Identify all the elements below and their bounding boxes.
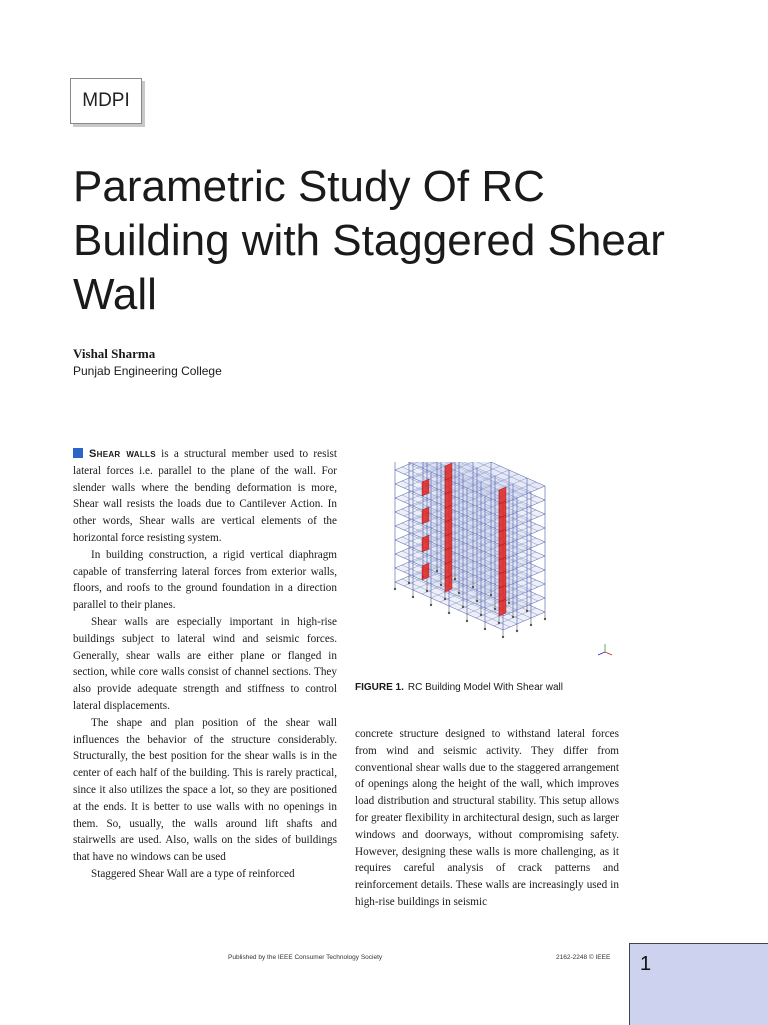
support-node [462, 606, 464, 608]
support-node [498, 622, 500, 624]
shear-wall-panel [422, 479, 429, 496]
support-node [394, 588, 396, 590]
page-number: 1 [640, 953, 652, 975]
body-column-left [73, 446, 337, 883]
support-node [480, 614, 482, 616]
support-node [444, 598, 446, 600]
body-column-right [355, 726, 619, 911]
author-affiliation: Punjab Engineering College [73, 364, 222, 378]
support-node [526, 610, 528, 612]
support-node [448, 612, 450, 614]
support-node [516, 630, 518, 632]
body-paragraph: Shear walls are especially important in high-rise buildings subject to lateral wind and seismic forces. Generally, shear walls are either plane or flanged in section, while core walls consist of channel sections. They also provide adequate strength and stiffness to control lateral displacements. [73, 615, 337, 712]
body-paragraph: The shape and plan position of the shear wall influences the behavior of the structure considerably. Structurally, the best position for the shear walls is in the center of each half of the building. This is rarely practical, since it also utilizes the space a lot, so they are positioned at the ends. It is better to use walls with no openings in them. So, usually, the walls around lift shafts and stairwells are used. Also, walls on the sides of buildings that have no windows can be used [73, 716, 337, 864]
lead-word: Shear walls [89, 448, 156, 460]
shear-wall-panel [422, 563, 429, 580]
support-node [544, 618, 546, 620]
support-node [508, 602, 510, 604]
building-model-image [355, 462, 619, 664]
support-node [454, 578, 456, 580]
support-node [490, 594, 492, 596]
section-marker-icon [73, 448, 83, 458]
body-paragraph: concrete structure designed to withstand lateral forces from wind and seismic activity. They differ from conventional shear walls due to the staggered arrangement of openings along the height of the wall, which improves load distribution and structural stability. This setup allows for greater flexibility in architectural design, such as larger windows and doorways, without compromising safety. However, designing these walls is more challenging, as it requires careful analysis of crack patterns and reinforcement details. These walls are increasingly used in high-rise buildings in seismic [355, 728, 619, 908]
support-node [440, 584, 442, 586]
body-paragraph: In building construction, a rigid vertical diaphragm capable of transferring lateral forces from exterior walls, floors, and roofs to the ground foundation in a direction parallel to their planes. [73, 548, 337, 612]
support-node [530, 624, 532, 626]
support-node [426, 590, 428, 592]
axis-x-line [605, 652, 612, 655]
support-node [512, 616, 514, 618]
page-title: Parametric Study Of RC Building with Staggered Shear Wall [73, 162, 665, 319]
axis-y-line [598, 652, 605, 655]
support-node [494, 608, 496, 610]
support-node [408, 582, 410, 584]
publisher-badge-label: MDPI [82, 90, 130, 111]
support-node [484, 628, 486, 630]
figure-caption-text: RC Building Model With Shear wall [407, 682, 563, 693]
author-name: Vishal Sharma [73, 346, 156, 361]
shear-wall-panel [422, 535, 429, 552]
footer-issn: 2162-2248 © IEEE [556, 954, 611, 961]
support-node [412, 596, 414, 598]
shear-wall-panel [499, 487, 506, 504]
support-node [472, 586, 474, 588]
body-paragraph: Staggered Shear Wall are a type of reinforced [91, 867, 295, 880]
support-node [436, 570, 438, 572]
body-paragraph [73, 446, 337, 547]
paragraph-text: is a structural member used to resist lateral forces i.e. parallel to the plane of the wall. For slender walls where the bending deformation is more, Shear wall resists the loads due to Cantilever Action. In other words, Shear walls are vertical elements of the horizontal force resisting system. [73, 448, 338, 544]
support-node [476, 600, 478, 602]
figure-caption [355, 682, 625, 693]
support-node [458, 592, 460, 594]
support-node [502, 636, 504, 638]
shear-wall-panel [422, 507, 429, 524]
support-node [430, 604, 432, 606]
figure-label: FIGURE 1. [355, 682, 404, 693]
building-model-figure [355, 462, 619, 664]
publisher-badge [70, 78, 142, 124]
support-node [466, 620, 468, 622]
shear-wall-panel [445, 463, 452, 480]
footer-publisher: Published by the IEEE Consumer Technology Society [228, 954, 383, 961]
